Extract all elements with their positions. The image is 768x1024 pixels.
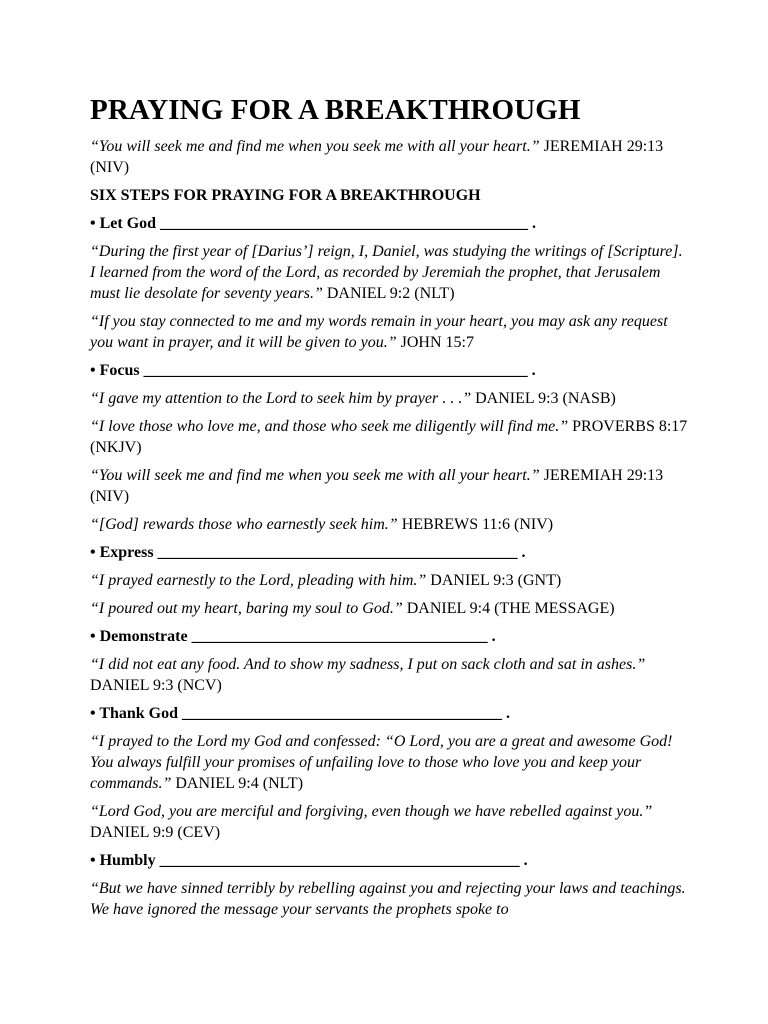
scripture-reference: JEREMIAH 29:13 (NIV) <box>90 138 664 176</box>
quote-paragraph <box>90 801 690 843</box>
intro-quote <box>90 136 690 178</box>
quote-text: “But we have sinned terribly by rebelling against you and rejecting your laws and teachings. We have ignored the message your servants the prophets spoke to <box>90 880 686 918</box>
page-title: PRAYING FOR A BREAKTHROUGH <box>90 94 581 126</box>
scripture-reference: HEBREWS 11:6 (NIV) <box>397 516 554 533</box>
quote-text: “If you stay connected to me and my words remain in your heart, you may ask any request you want in prayer, and it will be given to you.” <box>90 313 668 351</box>
step-demonstrate: • Demonstrate _____________________________________ . <box>90 628 496 645</box>
scripture-reference: DANIEL 9:3 (GNT) <box>426 572 562 589</box>
quote-text: “[God] rewards those who earnestly seek him.” <box>90 516 398 533</box>
scripture-reference: PROVERBS 8:17 (NKJV) <box>90 418 688 456</box>
scripture-reference: DANIEL 9:4 (THE MESSAGE) <box>402 600 615 617</box>
scripture-reference: DANIEL 9:2 (NLT) <box>322 285 455 302</box>
step-thank-god: • Thank God ________________________________________ . <box>90 705 511 722</box>
quote-paragraph <box>90 598 690 619</box>
step-let-god: • Let God ______________________________________________ . <box>90 215 537 232</box>
quote-text: “Lord God, you are merciful and forgiving, even though we have rebelled against you.” <box>90 803 653 820</box>
quote-text: “I gave my attention to the Lord to seek him by prayer . . .” <box>90 390 472 407</box>
quote-text: “I prayed to the Lord my God and confessed: “O Lord, you are a great and awesome God! You always fulfill your promises of unfailing love to those who love you and keep your commands.” <box>90 733 673 792</box>
scripture-reference: JEREMIAH 29:13 (NIV) <box>90 467 664 505</box>
scripture-reference: DANIEL 9:3 (NASB) <box>471 390 616 407</box>
scripture-reference: DANIEL 9:4 (NLT) <box>171 775 304 792</box>
quote-paragraph <box>90 514 690 535</box>
step-focus: • Focus ________________________________________________ . <box>90 362 536 379</box>
scripture-reference: JOHN 15:7 <box>396 334 474 351</box>
quote-text: “I love those who love me, and those who seek me diligently will find me.” <box>90 418 569 435</box>
quote-paragraph <box>90 654 690 696</box>
quote-paragraph <box>90 416 690 458</box>
quote-paragraph <box>90 388 690 409</box>
scripture-reference: DANIEL 9:3 (NCV) <box>90 677 222 694</box>
quote-text: “During the first year of [Darius’] reign, I, Daniel, was studying the writings of [Scripture]. I learned from the word of the Lord, as recorded by Jeremiah the prophet, that Jerusalem must lie desolate for seventy years.” <box>90 243 683 302</box>
quote-paragraph <box>90 878 690 920</box>
quote-text: “I prayed earnestly to the Lord, pleading with him.” <box>90 572 427 589</box>
scripture-reference: DANIEL 9:9 (CEV) <box>90 824 221 841</box>
step-express: • Express _____________________________________________ . <box>90 544 526 561</box>
quote-paragraph <box>90 311 690 353</box>
quote-text: “You will seek me and find me when you seek me with all your heart.” <box>90 138 540 155</box>
quote-text: “I poured out my heart, baring my soul to God.” <box>90 600 403 617</box>
quote-paragraph <box>90 570 690 591</box>
quote-text: “I did not eat any food. And to show my sadness, I put on sack cloth and sat in ashes.” <box>90 656 646 673</box>
step-humbly: • Humbly _____________________________________________ . <box>90 852 528 869</box>
quote-paragraph <box>90 465 690 507</box>
quote-paragraph <box>90 731 690 794</box>
quote-text: “You will seek me and find me when you seek me with all your heart.” <box>90 467 540 484</box>
document-body <box>90 92 690 927</box>
section-heading: SIX STEPS FOR PRAYING FOR A BREAKTHROUGH <box>90 187 481 204</box>
quote-paragraph <box>90 241 690 304</box>
